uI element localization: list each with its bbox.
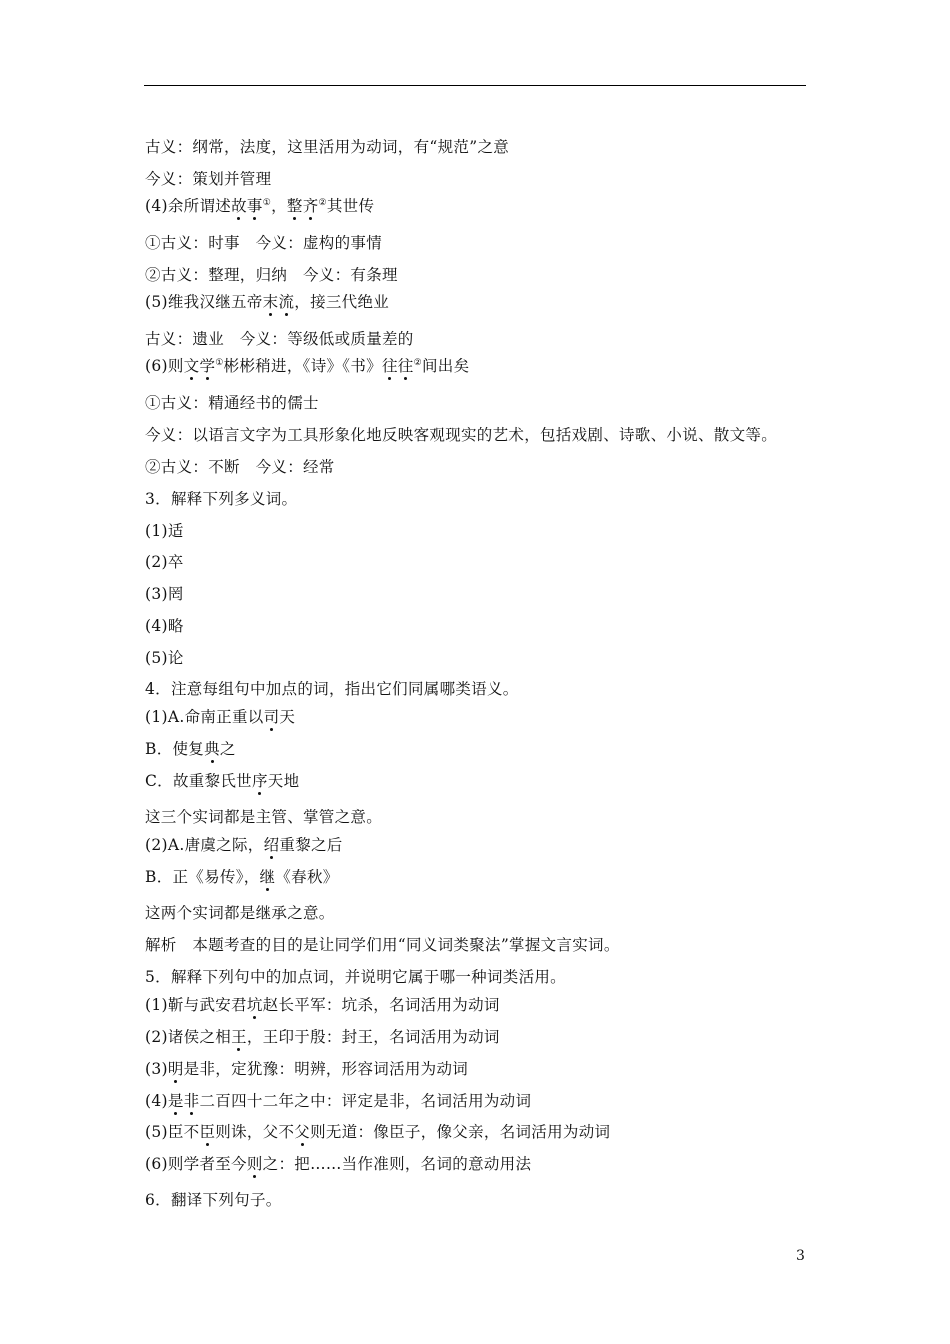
text-segment: ， xyxy=(271,197,287,215)
text-segment: (2)诸侯之相 xyxy=(145,1028,232,1046)
text-line: ②古义：不断 今义：经常 xyxy=(145,458,335,476)
text-segment: 其世传 xyxy=(326,197,375,215)
emphasized-word: 则 xyxy=(246,1155,263,1173)
text-line xyxy=(145,834,343,856)
text-segment: ，王印于殷：封王，名词活用为动词 xyxy=(246,1028,500,1046)
text-line: (1)适 xyxy=(145,522,184,540)
text-line: 古义：纲常，法度，这里活用为动词，有“规范”之意 xyxy=(145,138,510,156)
text-segment: 则诛，父不 xyxy=(215,1123,295,1141)
emphasized-word: 父 xyxy=(294,1123,311,1141)
emphasized-word: 序 xyxy=(251,772,268,790)
text-line: 6．翻译下列句子。 xyxy=(145,1191,282,1209)
text-segment: 重黎之后 xyxy=(279,836,343,854)
text-line xyxy=(145,291,389,313)
text-segment: (1)A.命南正重以 xyxy=(145,708,264,726)
text-segment: (1)靳与武安君 xyxy=(145,996,247,1014)
text-segment: 间出矣 xyxy=(421,357,470,375)
footnote-marker: ② xyxy=(413,358,422,368)
text-line xyxy=(145,770,299,792)
emphasized-word: 臣 xyxy=(199,1123,216,1141)
text-segment: 则无道：像臣子，像父亲，名词活用为动词 xyxy=(310,1123,611,1141)
emphasized-word: 明 xyxy=(167,1060,184,1078)
text-segment: (4) xyxy=(145,1092,168,1110)
page-number: 3 xyxy=(796,1248,805,1264)
text-line xyxy=(145,994,500,1016)
text-line: (4)略 xyxy=(145,617,184,635)
text-line xyxy=(145,1153,531,1175)
text-line: (2)卒 xyxy=(145,553,184,571)
emphasized-word: 典 xyxy=(204,740,220,758)
text-line xyxy=(145,1121,610,1143)
emphasized-word: 故事 xyxy=(231,197,263,215)
emphasized-word: 司 xyxy=(263,708,280,726)
text-line xyxy=(145,1090,531,1112)
emphasized-word: 文学 xyxy=(183,357,216,375)
text-line xyxy=(145,706,295,728)
text-segment: (5)臣不 xyxy=(145,1123,200,1141)
text-line xyxy=(145,738,236,760)
text-segment: 二百四十二年之中：评定是非，名词活用为动词 xyxy=(199,1092,532,1110)
text-segment: 是非，定犹豫：明辨，形容词活用为动词 xyxy=(183,1060,469,1078)
text-segment: 《春秋》 xyxy=(275,868,339,886)
text-line xyxy=(145,1058,468,1080)
text-segment: 天地 xyxy=(267,772,300,790)
text-line xyxy=(145,1026,500,1048)
text-line: 4．注意每组句中加点的词，指出它们同属哪类语义。 xyxy=(145,680,519,698)
emphasized-word: 往往 xyxy=(381,357,414,375)
text-segment: (5)维我汉继五帝 xyxy=(145,293,263,311)
text-line: 解析 本题考查的目的是让同学们用“同义词类聚法”掌握文言实词。 xyxy=(145,936,620,954)
text-line xyxy=(145,195,374,217)
emphasized-word: 继 xyxy=(259,868,276,886)
text-segment: 赵长平军：坑杀，名词活用为动词 xyxy=(262,996,500,1014)
text-line: 今义：以语言文字为工具形象化地反映客观现实的艺术，包括戏剧、诗歌、小说、散文等。 xyxy=(145,426,778,444)
text-line: 3．解释下列多义词。 xyxy=(145,490,298,508)
text-segment: (6)则 xyxy=(145,357,184,375)
text-line: ①古义：时事 今义：虚构的事情 xyxy=(145,234,383,252)
footnote-marker: ① xyxy=(262,198,272,208)
text-segment: B．使复 xyxy=(145,740,205,758)
text-line: (3)罔 xyxy=(145,585,184,603)
text-segment: (4)余所谓述 xyxy=(145,197,232,215)
text-line: ①古义：精通经书的儒士 xyxy=(145,394,319,412)
text-line xyxy=(145,355,469,377)
footnote-marker: ① xyxy=(215,358,224,368)
text-segment: (6)则学者至今 xyxy=(145,1155,247,1173)
text-line xyxy=(145,866,339,888)
text-line: ②古义：整理，归纳 今义：有条理 xyxy=(145,266,398,284)
text-line: 今义：策划并管理 xyxy=(145,170,272,188)
text-line: 这三个实词都是主管、掌管之意。 xyxy=(145,808,383,826)
emphasized-word: 末流 xyxy=(262,293,295,311)
text-segment: 天 xyxy=(279,708,296,726)
text-segment: B．正《易传》， xyxy=(145,868,260,886)
text-segment: ，接三代绝业 xyxy=(294,293,390,311)
text-segment: (2)A.唐虞之际， xyxy=(145,836,264,854)
emphasized-word: 绍 xyxy=(263,836,280,854)
text-line: 这两个实词都是继承之意。 xyxy=(145,904,335,922)
emphasized-word: 整齐 xyxy=(286,197,319,215)
text-segment: (3) xyxy=(145,1060,168,1078)
text-segment: 彬彬稍进，《诗》《书》 xyxy=(223,357,382,375)
footnote-marker: ② xyxy=(318,198,327,208)
text-line: 5．解释下列句中的加点词，并说明它属于哪一种词类活用。 xyxy=(145,968,566,986)
text-line: (5)论 xyxy=(145,649,184,667)
text-segment: C．故重黎氏世 xyxy=(145,772,252,790)
text-segment: 之 xyxy=(219,740,236,758)
emphasized-word: 坑 xyxy=(246,996,263,1014)
text-line: 古义：遗业 今义：等级低或质量差的 xyxy=(145,330,414,348)
emphasized-word: 是非 xyxy=(167,1092,200,1110)
text-segment: 之：把……当作准则，名词的意动用法 xyxy=(262,1155,532,1173)
emphasized-word: 王 xyxy=(231,1028,247,1046)
header-rule xyxy=(144,85,806,86)
